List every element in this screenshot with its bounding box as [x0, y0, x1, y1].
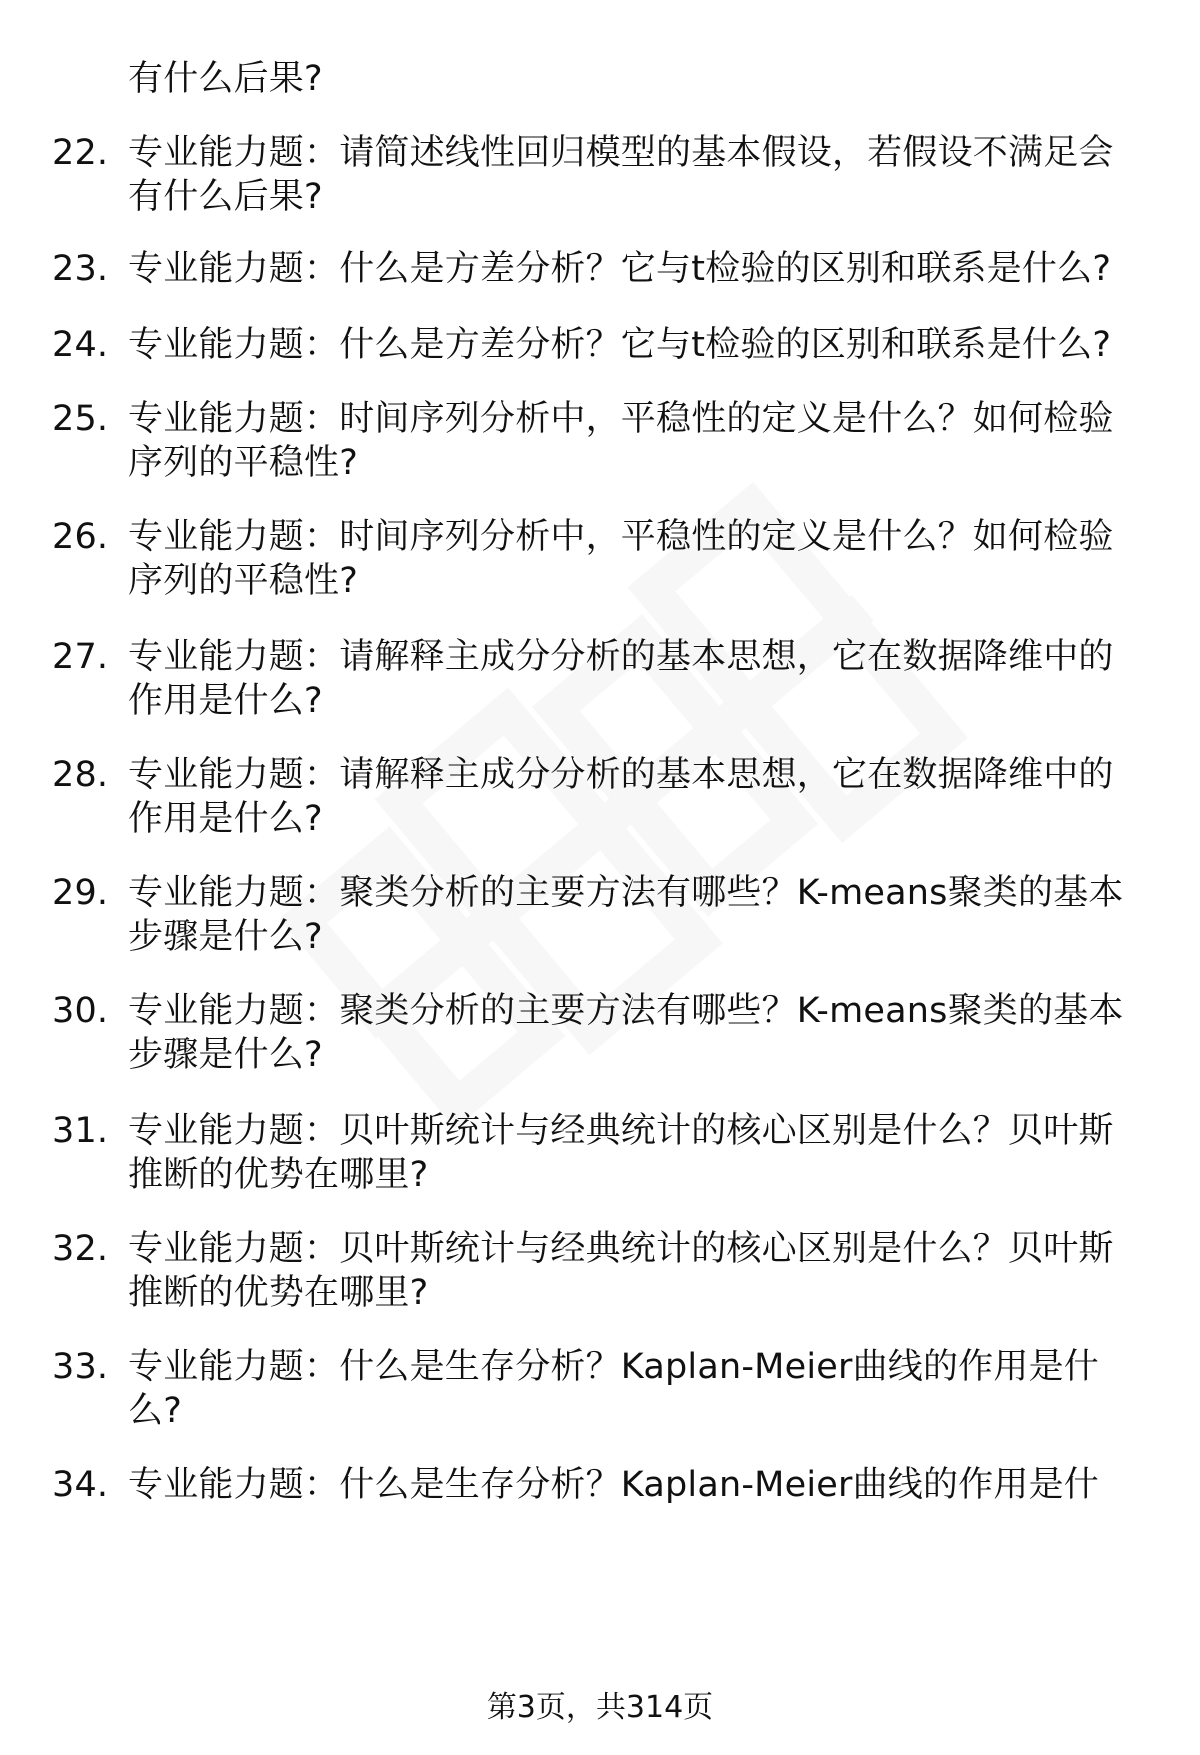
item-text-line: 有什么后果?	[128, 177, 323, 217]
page-footer: 第3页，共314页	[486, 1690, 714, 1725]
item-text-line: 专业能力题：请解释主成分分析的基本思想，它在数据降维中的	[128, 637, 1114, 677]
item-text-line: 步骤是什么?	[128, 917, 323, 957]
item-text-line: 序列的平稳性?	[128, 561, 358, 601]
item-text-line: 作用是什么?	[128, 799, 323, 839]
item-text-line: 序列的平稳性?	[128, 443, 358, 483]
item-text-line: 专业能力题：贝叶斯统计与经典统计的核心区别是什么？贝叶斯	[128, 1111, 1114, 1151]
item-text-line: 专业能力题：请解释主成分分析的基本思想，它在数据降维中的	[128, 755, 1114, 795]
item-text-line: 专业能力题：聚类分析的主要方法有哪些？K-means聚类的基本	[128, 873, 1124, 913]
item-text-line: 推断的优势在哪里?	[128, 1273, 429, 1313]
item-text-line: 专业能力题：请简述线性回归模型的基本假设，若假设不满足会	[128, 133, 1114, 173]
item-number: 32.	[52, 1229, 109, 1269]
continued-line-text: 有什么后果?	[128, 59, 323, 99]
item-text-line: 专业能力题：什么是生存分析？Kaplan-Meier曲线的作用是什	[128, 1465, 1099, 1505]
item-number: 22.	[52, 133, 109, 173]
item-text-line: 么?	[128, 1391, 182, 1431]
item-number: 30.	[52, 991, 109, 1031]
item-number: 29.	[52, 873, 109, 913]
item-text-line: 推断的优势在哪里?	[128, 1155, 429, 1195]
item-number: 27.	[52, 637, 109, 677]
item-number: 24.	[52, 325, 109, 365]
item-text-line: 专业能力题：贝叶斯统计与经典统计的核心区别是什么？贝叶斯	[128, 1229, 1114, 1269]
item-text-line: 专业能力题：什么是方差分析？它与t检验的区别和联系是什么?	[128, 325, 1112, 365]
item-text-line: 专业能力题：时间序列分析中，平稳性的定义是什么？如何检验	[128, 517, 1114, 557]
item-number: 26.	[52, 517, 109, 557]
item-text-line: 专业能力题：什么是方差分析？它与t检验的区别和联系是什么?	[128, 249, 1112, 289]
item-number: 25.	[52, 399, 109, 439]
item-number: 28.	[52, 755, 109, 795]
item-number: 23.	[52, 249, 109, 289]
item-text-line: 作用是什么?	[128, 681, 323, 721]
item-text-line: 步骤是什么?	[128, 1035, 323, 1075]
item-text-line: 专业能力题：聚类分析的主要方法有哪些？K-means聚类的基本	[128, 991, 1124, 1031]
item-text-line: 专业能力题：时间序列分析中，平稳性的定义是什么？如何检验	[128, 399, 1114, 439]
item-text-line: 专业能力题：什么是生存分析？Kaplan-Meier曲线的作用是什	[128, 1347, 1099, 1387]
item-number: 31.	[52, 1111, 109, 1151]
item-number: 34.	[52, 1465, 109, 1505]
item-number: 33.	[52, 1347, 109, 1387]
